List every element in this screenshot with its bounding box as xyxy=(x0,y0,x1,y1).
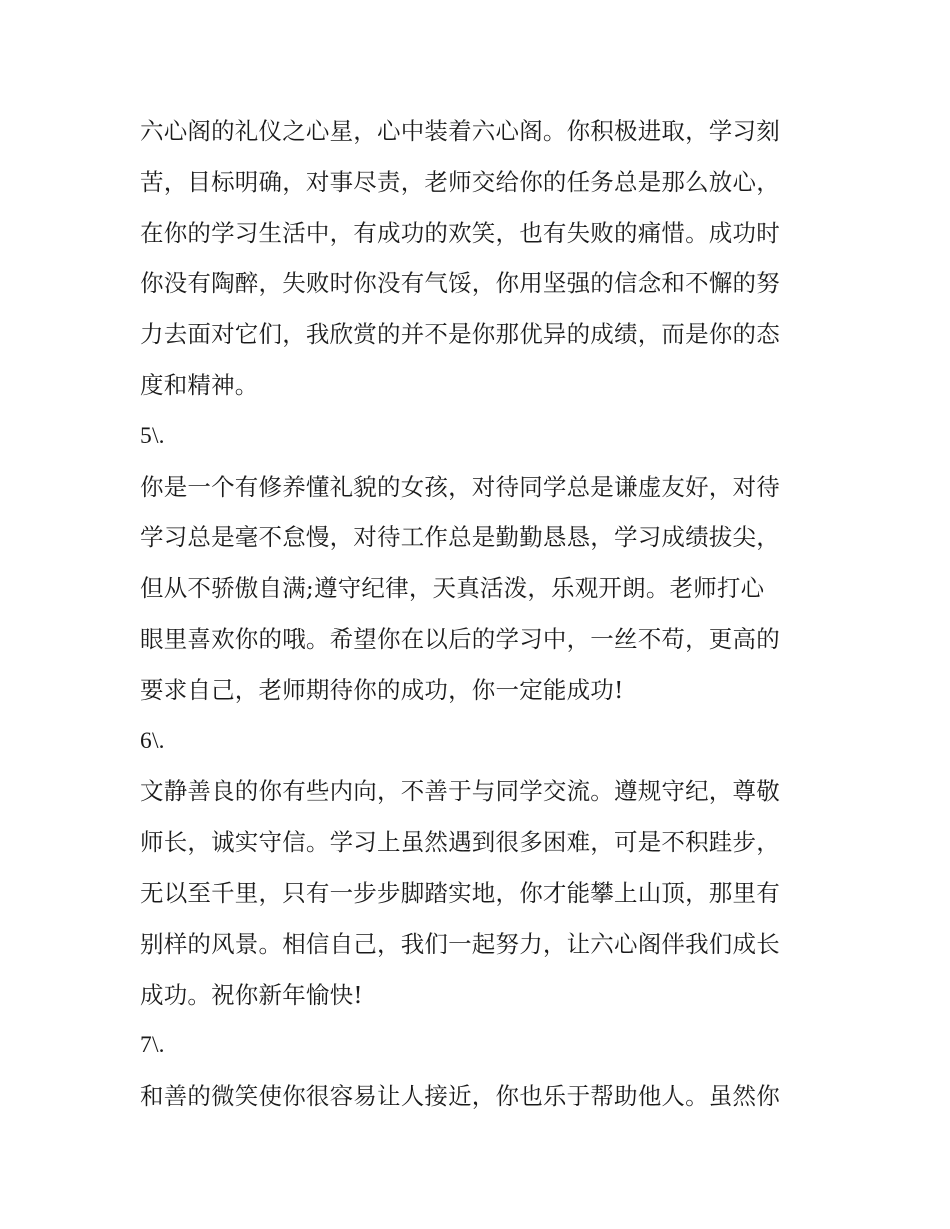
text-line: 别样的风景。相信自己，我们一起努力，让六心阁伴我们成长 xyxy=(140,929,780,958)
text-line: 文静善良的你有些内向，不善于与同学交流。遵规守纪，尊敬 xyxy=(140,777,780,806)
text-line: 你没有陶醉，失败时你没有气馁，你用坚强的信念和不懈的努 xyxy=(140,269,780,298)
section-number: 7\. xyxy=(140,1032,165,1059)
text-line: 度和精神。 xyxy=(140,370,259,399)
comment-section-6 xyxy=(140,716,820,1021)
section-number: 6\. xyxy=(140,727,165,754)
text-line: 眼里喜欢你的哦。希望你在以后的学习中，一丝不苟，更高的 xyxy=(140,624,780,653)
text-line: 无以至千里，只有一步步脚踏实地，你才能攀上山顶，那里有 xyxy=(140,878,780,907)
text-line: 但从不骄傲自满;遵守纪律，天真活泼，乐观开朗。老师打心 xyxy=(140,574,765,603)
text-line: 在你的学习生活中，有成功的欢笑，也有失败的痛惜。成功时 xyxy=(140,218,780,247)
text-line: 和善的微笑使你很容易让人接近，你也乐于帮助他人。虽然你 xyxy=(140,1082,780,1111)
text-line: 力去面对它们，我欣赏的并不是你那优异的成绩，而是你的态 xyxy=(140,320,780,349)
comment-section-7 xyxy=(140,1020,820,1122)
text-line: 成功。祝你新年愉快! xyxy=(140,980,363,1009)
comment-section-4 xyxy=(140,106,820,411)
text-line: 六心阁的礼仪之心星，心中装着六心阁。你积极进取，学习刻 xyxy=(140,117,780,145)
text-line: 学习总是毫不怠慢，对待工作总是勤勤恳恳，学习成绩拔尖， xyxy=(140,523,780,552)
text-line: 师长，诚实守信。学习上虽然遇到很多困难，可是不积跬步， xyxy=(140,828,780,857)
text-line: 要求自己，老师期待你的成功，你一定能成功! xyxy=(140,675,624,704)
text-line: 苦，目标明确，对事尽责，老师交给你的任务总是那么放心， xyxy=(140,167,780,196)
comment-section-5 xyxy=(140,411,820,716)
text-line: 你是一个有修养懂礼貌的女孩，对待同学总是谦虚友好，对待 xyxy=(140,472,780,501)
document-body xyxy=(140,106,820,1122)
section-number: 5\. xyxy=(140,422,165,449)
